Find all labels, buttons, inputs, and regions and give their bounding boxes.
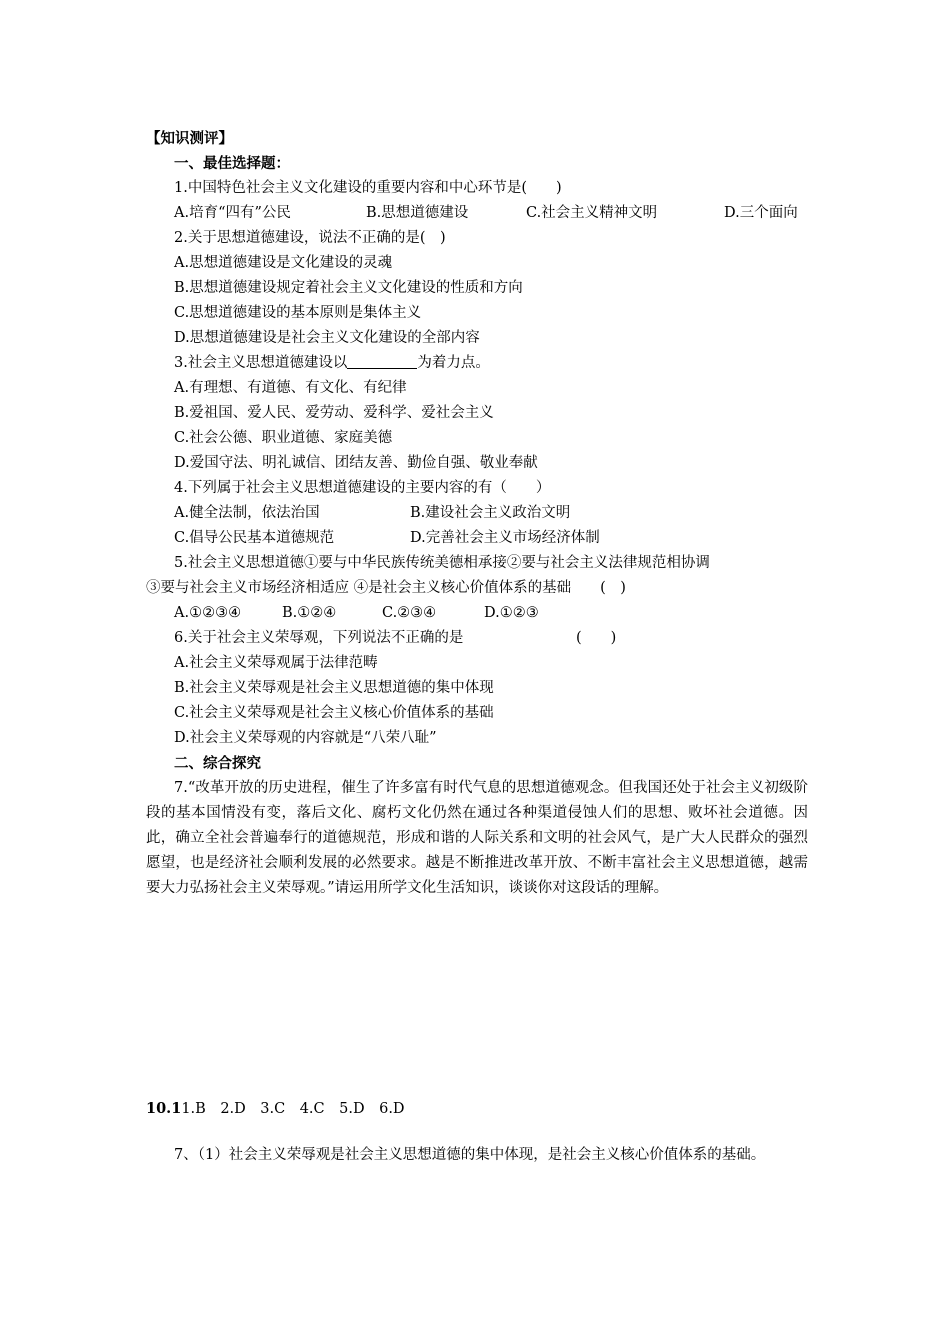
q7-paragraph: 7.“改革开放的历史进程，催生了许多富有时代气息的思想道德观念。但我国还处于社会主义初级阶段的基本国情没有变，落后文化、腐朽文化仍然在通过各种渠道侵蚀人们的思想、败坏社会道德。因此，确立全社会普遍奉行的道德规范，形成和谐的人际关系和文明的社会风气，是广大人民群众的强烈愿望，也是经济社会顺利发展的必然要求。越是不断推进改革开放、不断丰富社会主义思想道德，越需要大力弘扬社会主义荣辱观。”请运用所学文化生活知识，谈谈你对这段话的理解。 — [146, 780, 808, 896]
q4-option-d: D.完善社会主义市场经济体制 — [410, 530, 600, 546]
q6-option-c: C.社会主义荣辱观是社会主义核心价值体系的基础 — [174, 705, 494, 721]
q6-bracket: ( ) — [576, 630, 617, 646]
q5-option-b: B.①②④ — [282, 605, 337, 621]
answer-label: 10.1 — [146, 1100, 182, 1117]
q2-option-c: C.思想道德建设的基本原则是集体主义 — [174, 305, 422, 321]
q2-option-a: A.思想道德建设是文化建设的灵魂 — [174, 255, 393, 271]
q6-stem-row — [146, 626, 808, 651]
q3-option-a: A.有理想、有道德、有文化、有纪律 — [174, 380, 407, 396]
q5-option-d: D.①②③ — [484, 605, 539, 621]
answer-choices: 1.B 2.D 3.C 4.C 5.D 6.D — [181, 1101, 405, 1117]
section-title: 【知识测评】 — [146, 130, 233, 147]
q4-option-c: C.倡导公民基本道德规范 — [174, 530, 335, 546]
q6-option-d: D.社会主义荣辱观的内容就是“八荣八耻” — [174, 730, 437, 746]
q1-option-a: A.培育“四有”公民 — [174, 205, 291, 221]
q6-option-b: B.社会主义荣辱观是社会主义思想道德的集中体现 — [174, 680, 494, 696]
q3-option-c: C.社会公德、职业道德、家庭美德 — [174, 430, 393, 446]
q2-option-b: B.思想道德建设规定着社会主义文化建设的性质和方向 — [174, 280, 523, 296]
q5-option-a: A.①②③④ — [174, 605, 242, 621]
q5-options — [146, 601, 808, 626]
q5-option-c: C.②③④ — [382, 605, 437, 621]
q3-stem — [146, 351, 808, 376]
q4-options-row1 — [146, 501, 808, 526]
answer-key — [146, 1096, 808, 1178]
part2-title: 二、综合探究 — [174, 755, 261, 772]
q4-stem: 4.下列属于社会主义思想道德建设的主要内容的有（ ） — [174, 480, 551, 496]
q3-option-b: B.爱祖国、爱人民、爱劳动、爱科学、爱社会主义 — [174, 405, 494, 421]
answer-choices-row — [146, 1096, 808, 1121]
answer-q7: 7、（1）社会主义荣辱观是社会主义思想道德的集中体现，是社会主义核心价值体系的基础。 — [174, 1147, 766, 1163]
test-section — [146, 126, 808, 901]
part1-title: 一、最佳选择题： — [174, 155, 290, 172]
q3-option-d: D.爱国守法、明礼诚信、团结友善、勤俭自强、敬业奉献 — [174, 455, 538, 471]
q5-stem-line1: 5.社会主义思想道德①要与中华民族传统美德相承接②要与社会主义法律规范相协调 — [174, 555, 710, 571]
q4-option-a: A.健全法制，依法治国 — [174, 505, 320, 521]
q1-option-c: C.社会主义精神文明 — [526, 205, 658, 221]
q3-blank — [347, 353, 417, 369]
q5-stem-line2: ③要与社会主义市场经济相适应 ④是社会主义核心价值体系的基础 ( ) — [146, 580, 626, 596]
q1-option-b: B.思想道德建设 — [366, 205, 469, 221]
q4-option-b: B.建设社会主义政治文明 — [410, 505, 571, 521]
q1-options — [146, 201, 808, 226]
q3-stem-before: 3.社会主义思想道德建设以 — [174, 355, 348, 371]
q6-option-a: A.社会主义荣辱观属于法律范畴 — [174, 655, 378, 671]
q4-options-row2 — [146, 526, 808, 551]
q1-option-d: D.三个面向 — [724, 205, 798, 221]
q6-stem: 6.关于社会主义荣辱观，下列说法不正确的是 — [174, 630, 464, 646]
q2-stem: 2.关于思想道德建设，说法不正确的是( ) — [174, 230, 446, 246]
q3-stem-after: 为着力点。 — [417, 355, 490, 371]
q2-option-d: D.思想道德建设是社会主义文化建设的全部内容 — [174, 330, 480, 346]
q1-stem: 1.中国特色社会主义文化建设的重要内容和中心环节是( ) — [174, 180, 562, 196]
